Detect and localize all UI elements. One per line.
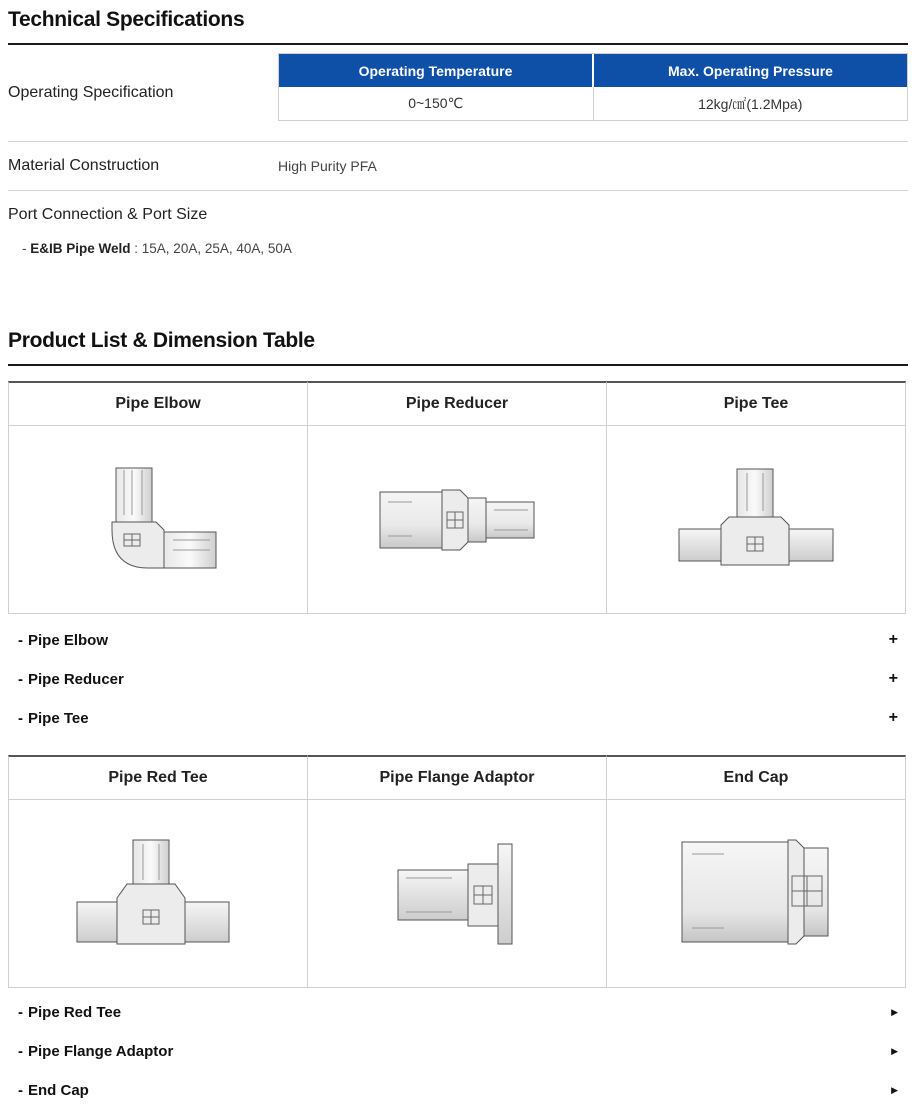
product-grid-row-2 (8, 755, 908, 988)
list-item-pipe-elbow[interactable]: - Pipe Elbow + (18, 631, 898, 649)
plus-icon[interactable]: + (888, 631, 898, 648)
product-card-pipe-reducer[interactable] (307, 381, 607, 614)
port-sizes: : 15A, 20A, 25A, 40A, 50A (130, 241, 292, 256)
product-name: Pipe Reducer (308, 383, 606, 426)
list-item-label: Pipe Flange Adaptor (28, 1043, 174, 1060)
col-operating-temperature: Operating Temperature (279, 54, 592, 87)
arrow-right-icon[interactable]: ▶ (891, 1046, 898, 1056)
list-item-pipe-red-tee[interactable]: - Pipe Red Tee ▶ (18, 1004, 898, 1021)
list-item-end-cap[interactable]: - End Cap ▶ (18, 1082, 898, 1099)
list-item-label: Pipe Tee (28, 709, 89, 727)
divider (8, 141, 908, 142)
list-item-label: End Cap (28, 1082, 89, 1099)
pipe-elbow-image (9, 426, 307, 613)
product-card-pipe-red-tee[interactable] (8, 755, 308, 988)
product-card-end-cap[interactable] (606, 755, 906, 988)
product-grid-row-1 (8, 381, 908, 614)
product-name: Pipe Red Tee (9, 757, 307, 800)
product-card-pipe-flange-adaptor[interactable] (307, 755, 607, 988)
product-name: Pipe Elbow (9, 383, 307, 426)
port-detail: - E&IB Pipe Weld : 15A, 20A, 25A, 40A, 50A (22, 241, 292, 256)
value-max-operating-pressure: 12kg/㎠(1.2Mpa) (593, 87, 908, 120)
port-type: E&IB Pipe Weld (30, 241, 131, 256)
product-card-pipe-elbow[interactable] (8, 381, 308, 614)
product-card-pipe-tee[interactable] (606, 381, 906, 614)
col-max-operating-pressure: Max. Operating Pressure (592, 54, 907, 87)
port-label: Port Connection & Port Size (8, 206, 208, 223)
list-item-pipe-flange-adaptor[interactable]: - Pipe Flange Adaptor ▶ (18, 1043, 898, 1060)
product-name: Pipe Tee (607, 383, 905, 426)
end-cap-image (607, 800, 905, 987)
list-item-label: Pipe Reducer (28, 670, 124, 688)
list-item-pipe-tee[interactable]: - Pipe Tee + (18, 709, 898, 727)
material-label: Material Construction (8, 157, 160, 174)
pipe-tee-image (607, 426, 905, 613)
list-item-label: Pipe Elbow (28, 631, 109, 649)
list-item-pipe-reducer[interactable]: - Pipe Reducer + (18, 670, 898, 688)
pipe-reducer-image (308, 426, 606, 613)
pipe-red-tee-image (9, 800, 307, 987)
tech-spec-rule (8, 43, 908, 45)
plus-icon[interactable]: + (888, 709, 898, 726)
plus-icon[interactable]: + (888, 670, 898, 687)
value-operating-temperature: 0~150℃ (408, 95, 464, 111)
pipe-flange-adaptor-image (308, 800, 606, 987)
divider (8, 190, 908, 191)
product-list-title: Product List & Dimension Table (8, 329, 315, 352)
tech-spec-title: Technical Specifications (8, 8, 245, 31)
list-item-label: Pipe Red Tee (28, 1004, 122, 1021)
operating-spec-label: Operating Specification (8, 84, 174, 101)
arrow-right-icon[interactable]: ▶ (891, 1085, 898, 1095)
product-name: End Cap (607, 757, 905, 800)
material-value: High Purity PFA (278, 158, 377, 174)
arrow-right-icon[interactable]: ▶ (891, 1007, 898, 1017)
product-name: Pipe Flange Adaptor (308, 757, 606, 800)
operating-spec-table (278, 53, 908, 121)
product-list-rule (8, 364, 908, 366)
